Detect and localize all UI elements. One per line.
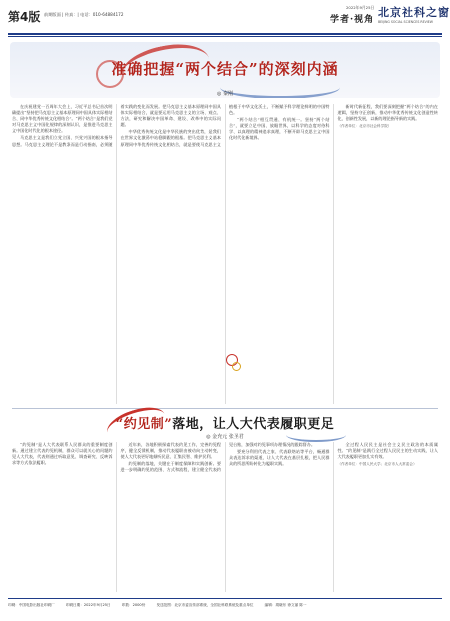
article1-paragraph: “两个结合”相互贯通、有机统一。坚持“两个结合”，就要立足中国、放眼世界，以科学的态度对待科学、以真理的精神追求真理，不断开辟马克思主义中国化时代化新境界。 bbox=[229, 117, 330, 141]
article2-byline: ◎ 金充元 张圣君 bbox=[206, 434, 244, 440]
article2-title-suffix: 落地，让人大代表履职更足 bbox=[172, 417, 335, 432]
article2-paragraph: 要充分利用代表之家、代表联络站等平台，畅通群众表达诉求的渠道，让人大代表在基层扎根，把人民群众的所思所盼转化为履职实践。 bbox=[229, 449, 330, 467]
article2-author-note: （作者单位：中国人民大学；北京市人大常委会） bbox=[337, 462, 417, 467]
article2-paragraph: 近年来，各地积极探索代表约见工作，完善约见程序，健全反馈机制，推动代表履职由被动向主动转变，使人大代表更好地倾听民意、汇集民智、维护民利。 bbox=[120, 442, 221, 460]
article1-title: 准确把握“两个结合”的深刻内涵 bbox=[111, 60, 339, 78]
article-separator bbox=[12, 408, 438, 409]
article2-paragraph: 约见制的落地，关键在于制度保障和实践创新。要进一步明确约见的范围、方式和流程，建立健全代表约见台账，加强对约见事项办理情况的跟踪督办。 bbox=[120, 442, 315, 473]
issue-date: 2022年9月25日 bbox=[346, 5, 375, 10]
page-meta: 前期版面 | 传真：| 电话：010-64884172 bbox=[44, 12, 124, 17]
footer-item: 编辑：胡晓东 徐文丽 陈一 bbox=[264, 603, 307, 607]
footer-item: 印刷日期：2022年9月25日 bbox=[65, 603, 111, 607]
article1-body bbox=[12, 104, 438, 404]
article2-title-prefix: “约见制” bbox=[115, 417, 173, 432]
footer-item: 发送范围：北京市委宣传部系统，全国社科联系统及重点单位 bbox=[156, 603, 254, 607]
article2-body bbox=[12, 442, 438, 592]
footer-item: 印刷：中国电影出版社印刷厂 bbox=[8, 603, 55, 607]
footer bbox=[8, 603, 442, 608]
paper-name-en: BEIJING SOCIAL SCIENCES REVIEW bbox=[378, 20, 433, 24]
footer-item: 印数：2000份 bbox=[121, 603, 146, 607]
decor-ring-gold bbox=[232, 362, 241, 371]
article2-paragraph: “约见制”是人大代表联系人民群众的重要制度创新。通过建立代表约见机制，群众可以就关心的问题约见人大代表，代表则通过听取意见、调查研究、反映诉求等方式依法履职。 bbox=[12, 442, 113, 466]
article1-paragraph: 中华优秀传统文化是中华民族的突出优势，是我们在世界文化激荡中站稳脚跟的根基。把马克思主义基本原理同中华优秀传统文化相结合，就是要使马克思主义植根于中华文化沃土，不断赋予科学理论鲜明的中国特色。 bbox=[120, 104, 330, 147]
page-number: 第4版 bbox=[8, 10, 41, 24]
article1-paragraph: 在庆祝建党一百周年大会上，习近平总书记首次明确提出“坚持把马克思主义基本原理同中国具体实际相结合、同中华优秀传统文化相结合”。“两个结合”是我们党对马克思主义中国化规律的深刻认识，是推进马克思主义中国化时代化的根本途径。 bbox=[12, 104, 113, 134]
article2-paragraph: 全过程人民民主是社会主义民主政治的本质属性。“约见制”是践行全过程人民民主的生动实践，让人大代表履职更加扎实有效。 bbox=[337, 442, 438, 460]
paper-name: 北京社科之窗 bbox=[378, 6, 450, 19]
header-rule bbox=[8, 33, 442, 35]
masthead bbox=[0, 0, 450, 38]
article2-title bbox=[10, 413, 440, 432]
article1-paragraph: 新时代新征程，我们要深刻把握“两个结合”的内在逻辑，坚持守正创新，推动中华优秀传统文化创造性转化、创新性发展，以新的理论指导新的实践。 bbox=[337, 104, 438, 122]
footer-rule bbox=[8, 598, 442, 599]
article1-paragraph: 马克思主义是我们立党立国、兴党兴国的根本指导思想。马克思主义理论不是教条而是行动指南，必须随着实践的变化而发展。把马克思主义基本原理同中国具体实际相结合，就是要运用马克思主义的立场、观点、方法，研究和解决中国革命、建设、改革中的实际问题。 bbox=[12, 104, 221, 147]
header-rule-thin bbox=[8, 36, 442, 37]
article1-byline: ◎ 秦刚 bbox=[217, 91, 233, 97]
section-name: 学者·视角 bbox=[330, 15, 375, 25]
article1-author-note: （作者单位：北京市社会科学院） bbox=[337, 124, 392, 129]
